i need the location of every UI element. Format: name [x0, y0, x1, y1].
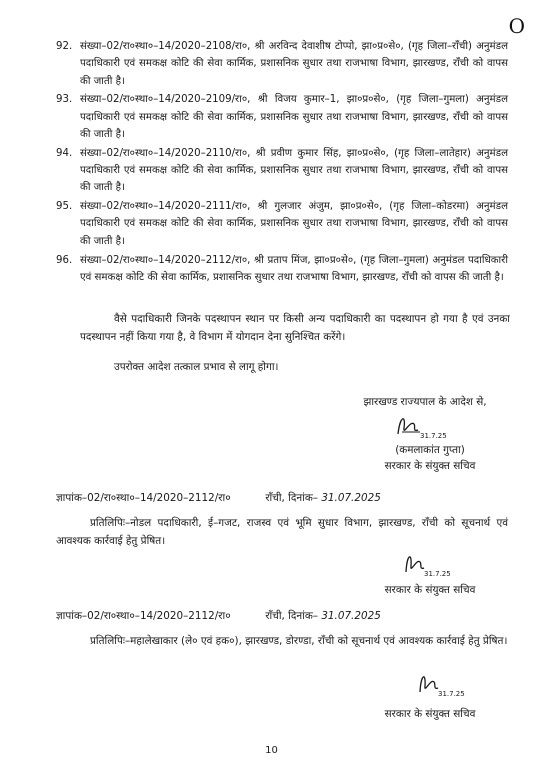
memo-number: ज्ञापांक–02/रा०स्था०–14/2020–2112/रा०	[56, 492, 231, 504]
order-item	[56, 38, 508, 90]
order-list	[56, 38, 508, 288]
signatory-name: (कमलाकांत गुप्ता)	[395, 444, 465, 456]
signature-main	[390, 410, 450, 442]
memo-header	[56, 490, 381, 506]
order-number: 95.	[56, 201, 73, 213]
signoff-by-order: झारखण्ड राज्यपाल के आदेश से,	[363, 396, 487, 408]
memo-body: प्रतिलिपिः–नोडल पदाधिकारी, ई–गजट, राजस्व एवं भूमि सुधार विभाग, झारखण्ड, राँची को सूचनार्थ एवं आवश्यक कार्रवाई हेतु प्रेषित।	[56, 517, 508, 547]
order-text: संख्या–02/रा०स्था०–14/2020–2111/रा०, श्री गुलजार अंजुम, झा०प्र०से०, (गृह जिला–कोडरमा) अनुमंडल पदाधिकारी एवं समकक्ष कोटि की सेवा कार्मिक, प्रशासनिक सुधार तथा राजभाषा विभाग, झारखण्ड, राँची को वापस की जाती है।	[80, 201, 508, 247]
effect-paragraph: उपरोक्त आदेश तत्काल प्रभाव से लागू होगा।	[114, 361, 279, 373]
note-paragraph: वैसे पदाधिकारी जिनके पदस्थापन स्थान पर किसी अन्य पदाधिकारी का पदस्थापन हो गया है एवं उनका पदस्थापन नहीं किया गया है, वे विभाग में योगदान देना सुनिश्चित करेंगे।	[80, 313, 510, 343]
memo-body: प्रतिलिपिः–महालेखाकार (ले० एवं हक०), झारखण्ड, डोरण्डा, राँची को सूचनार्थ एवं आवश्यक कार्रवाई हेतु प्रेषित।	[90, 635, 508, 647]
memo-header	[56, 608, 381, 624]
memo-number: ज्ञापांक–02/रा०स्था०–14/2020–2112/रा०	[56, 610, 231, 622]
memo-date: 31.07.2025	[321, 492, 381, 504]
order-text: संख्या–02/रा०स्था०–14/2020–2109/रा०, श्री विजय कुमार–1, झा०प्र०से०, (गृह जिला–गुमला) अनुमंडल पदाधिकारी एवं समकक्ष कोटि की सेवा कार्मिक, प्रशासनिक सुधार तथा राजभाषा विभाग, झारखण्ड, राँची को वापस की जाती है।	[80, 94, 508, 140]
order-text: संख्या–02/रा०स्था०–14/2020–2110/रा०, श्री प्रवीण कुमार सिंह, झा०प्र०से०, (गृह जिला–लातेहार) अनुमंडल पदाधिकारी एवं समकक्ष कोटि की सेवा कार्मिक, प्रशासनिक सुधार तथा राजभाषा विभाग, झारखण्ड, राँची को वापस की जाती है।	[80, 147, 508, 194]
signatory-designation: सरकार के संयुक्त सचिव	[384, 460, 476, 472]
order-item	[56, 91, 508, 143]
order-number: 92.	[56, 41, 73, 52]
corner-mark: O	[508, 14, 525, 38]
page-number: 10	[265, 745, 278, 756]
signature-memo2	[412, 666, 472, 702]
memo-date-label: राँची, दिनांक–	[265, 492, 318, 504]
order-number: 96.	[56, 254, 73, 266]
signature-memo1	[398, 546, 458, 582]
order-number: 93.	[56, 94, 73, 106]
memo-signatory-designation: सरकार के संयुक्त सचिव	[384, 584, 476, 596]
memo-date: 31.07.2025	[321, 610, 381, 622]
signature-date: 31.7.25	[420, 432, 447, 440]
memo-date-line	[265, 608, 381, 624]
order-text: संख्या–02/रा०स्था०–14/2020–2112/रा०, श्री प्रताप मिंज, झा०प्र०से०, (गृह जिला–गुमला) अनुमंडल पदाधिकारी एवं समकक्ष कोटि की सेवा कार्मिक, प्रशासनिक सुधार तथा राजभाषा विभाग, झारखण्ड, राँची को वापस की जाती है।	[80, 254, 508, 283]
signature-date: 31.7.25	[424, 570, 451, 578]
order-item	[56, 198, 508, 250]
order-number: 94.	[56, 147, 73, 159]
signature-date: 31.7.25	[438, 690, 465, 698]
order-item	[56, 252, 508, 287]
memo-date-label: राँची, दिनांक–	[265, 610, 318, 622]
order-text: संख्या–02/रा०स्था०–14/2020–2108/रा०, श्री अरविन्द देवाशीष टोप्पो, झा०प्र०से०, (गृह जिला–राँची) अनुमंडल पदाधिकारी एवं समकक्ष कोटि की सेवा कार्मिक, प्रशासनिक सुधार तथा राजभाषा विभाग, झारखण्ड, राँची को वापस की जाती है।	[80, 41, 508, 87]
memo-signatory-designation: सरकार के संयुक्त सचिव	[384, 708, 476, 720]
order-item	[56, 145, 508, 197]
memo-date-line	[265, 490, 381, 506]
